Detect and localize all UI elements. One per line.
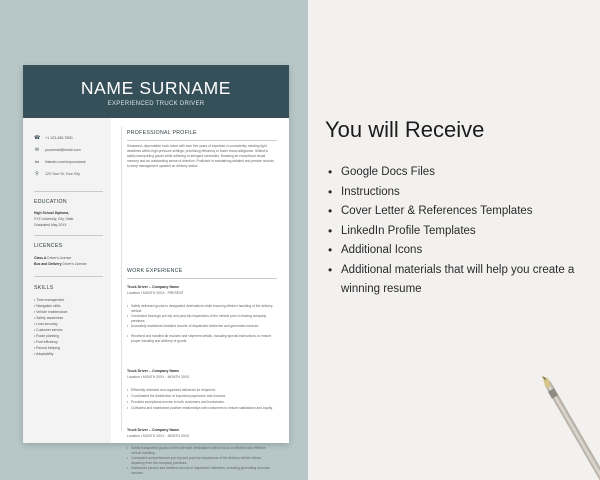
- job-meta: Location • MONTH 20XX - MONTH 20XX: [127, 375, 190, 379]
- job-bullet: • Cultivated and maintained positive relationships with customers to ensure satisfaction and loyalty.: [131, 406, 275, 411]
- job-bullet: • Conducted comprehensive pre-trip and post-trip inspections of the delivery vehicle before departing from the company premises.: [131, 456, 275, 465]
- job-bullet: • Safely delivered goods to designated destinations while ensuring efficient handling of the delivery vehicle.: [131, 304, 275, 313]
- contact-text: linkedin.com/in/yourname: [45, 160, 86, 164]
- job-bullet: • Coordinated the distribution of important paperwork and invoices.: [131, 394, 275, 399]
- education-line: XYZ University, City, State: [34, 217, 74, 221]
- education-line: High School Diploma,: [34, 211, 70, 215]
- licence-type: Driver's License: [46, 256, 72, 260]
- skill-label: Safety awareness: [36, 316, 64, 320]
- skill-item: • Record keeping: [34, 346, 60, 350]
- job-bullet: • Conducted thorough pre-trip and post-trip inspections of the vehicle prior to leaving company premises.: [131, 314, 275, 323]
- receive-title: You will Receive: [325, 117, 485, 142]
- skill-label: Adaptability: [35, 352, 54, 356]
- job-title: Truck Driver – Company Name: [127, 285, 180, 289]
- receive-item: • Cover Letter & References Templates: [326, 202, 586, 222]
- education-line: Graduated May 20XX: [34, 223, 67, 227]
- contact-text: youremail@email.com: [45, 148, 81, 152]
- skill-label: Customer service: [36, 328, 63, 332]
- job-bullet: • Efficiently reviewed and organized deliveries for shipment.: [131, 388, 275, 393]
- skill-item: • Safety awareness: [34, 316, 64, 320]
- skill-item: • Fuel efficiency: [34, 340, 58, 344]
- skill-item: • Route planning: [34, 334, 59, 338]
- skill-label: Vehicle maintenance: [36, 310, 68, 314]
- skills-heading: SKILLS: [34, 285, 54, 291]
- licence-class: Bus and Delivery: [34, 262, 62, 266]
- job-bullet: • Maintained precise and detailed records of dispatched deliveries, including generating accurate invoices.: [131, 466, 275, 475]
- receive-item: • LinkedIn Profile Templates: [326, 222, 586, 242]
- skill-item: • Load securing: [34, 322, 58, 326]
- receive-item: • Additional materials that will help you create a winning resume: [326, 261, 586, 300]
- job-bullet: • Safely transported goods to their intended destinations with a focus on efficient and effective vehicle handling.: [131, 446, 275, 455]
- education-heading: EDUCATION: [34, 199, 67, 205]
- skill-item: • Adaptability: [34, 352, 54, 356]
- resume-name: NAME SURNAME: [80, 78, 232, 98]
- skill-label: Fuel efficiency: [36, 340, 58, 344]
- receive-item: • Additional Icons: [326, 241, 586, 261]
- skill-item: • Time management: [34, 298, 65, 302]
- job-meta: Location • MONTH 20XX - PRESENT: [127, 291, 184, 295]
- skill-label: Navigation skills: [36, 304, 61, 308]
- profile-heading: PROFESSIONAL PROFILE: [127, 130, 197, 136]
- receive-item: • Instructions: [326, 183, 586, 203]
- skill-label: Record keeping: [36, 346, 60, 350]
- skill-label: Route planning: [36, 334, 59, 338]
- resume-role: EXPERIENCED TRUCK DRIVER: [107, 101, 205, 107]
- licence-type: Driver's License: [61, 262, 87, 266]
- job-bullet: • Received and handled all invoices and shipment details, including special instructions, to ensure proper handling and delivery of goods.: [131, 334, 275, 343]
- receive-item: • Google Docs Files: [326, 163, 586, 183]
- licences-heading: LICENCES: [34, 243, 63, 249]
- linkedin-icon: in: [35, 159, 39, 164]
- job-bullet: • Provided exceptional service to both customers and businesses.: [131, 400, 275, 405]
- contact-text: 123 Your St, Your City: [45, 172, 80, 176]
- job-title: Truck Driver – Company Name: [127, 428, 180, 432]
- skill-label: Time management: [36, 298, 65, 302]
- licence-class: Class A: [34, 256, 47, 260]
- skill-item: • Customer service: [34, 328, 63, 332]
- location-icon: ⚲: [35, 171, 39, 177]
- job-meta: Location • MONTH 20XX - MONTH 20XX: [127, 434, 190, 438]
- job-title: Truck Driver – Company Name: [127, 369, 180, 373]
- skill-label: Load securing: [36, 322, 58, 326]
- profile-text: Seasoned, dependable truck driver with over five years of expertise in consistently meeting tight deadlines within high-pressure settings, prioritizing efficiency to foster brand allegiance. Skilled in safely transporting goods while adhering to stringent schedules. Boasting an exceptional visual memory and an outstanding sense of direction. Proficient in maintaining detailed and precise records to keep management updated on delivery status.: [127, 144, 274, 168]
- contact-text: +1 123-456-7890: [45, 136, 73, 140]
- job-bullet: • Accurately maintained detailed records of dispatched deliveries and generated invoices.: [131, 324, 275, 329]
- email-icon: ✉: [34, 147, 40, 153]
- work-heading: WORK EXPERIENCE: [127, 268, 183, 274]
- phone-icon: ☎: [34, 135, 41, 141]
- skill-item: • Vehicle maintenance: [34, 310, 68, 314]
- skill-item: • Navigation skills: [34, 304, 61, 308]
